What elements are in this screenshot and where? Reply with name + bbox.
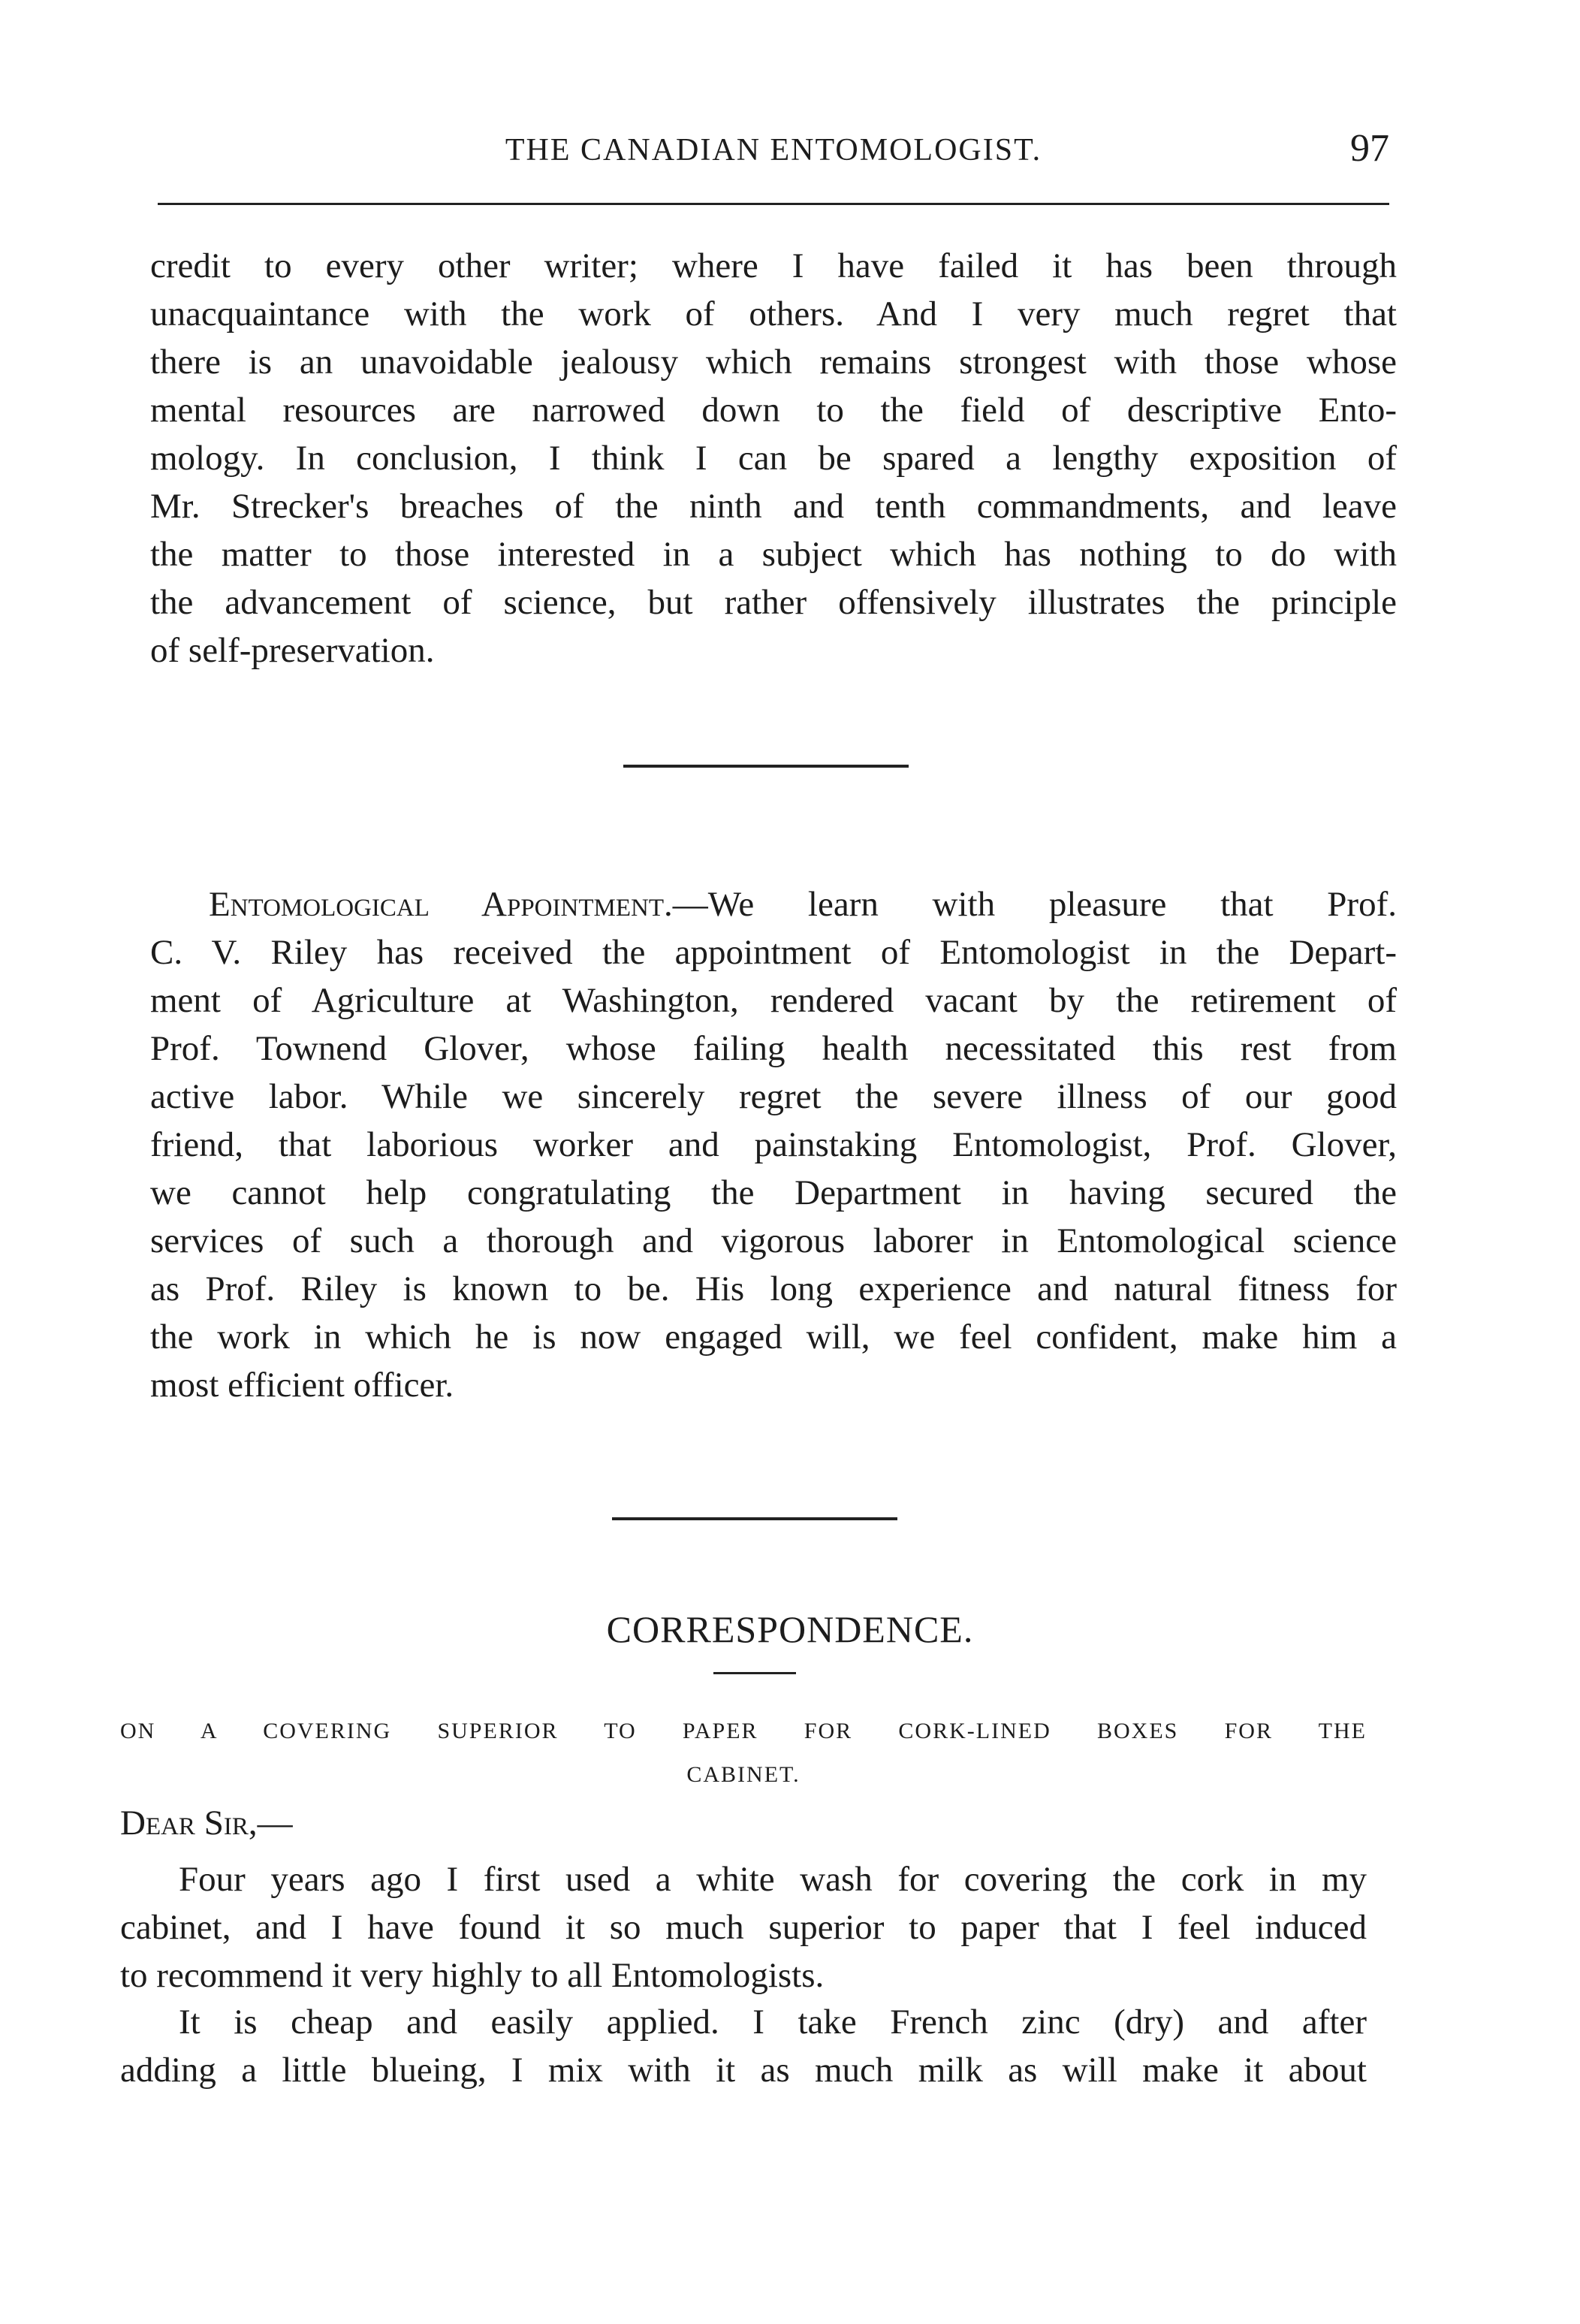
paragraph-continued [150,242,1397,675]
text-line: the matter to those interested in a subject which has nothing to do with [150,535,1397,574]
text-line: Mr. Strecker's breaches of the ninth and tenth commandments, and leave [150,487,1397,526]
text-line: services of such a thorough and vigorous laborer in Entomological science [150,1221,1397,1260]
text-line: mental resources are narrowed down to the field of descriptive Ento- [150,391,1397,430]
text-line: ment of Agriculture at Washington, rendered vacant by the retirement of [150,981,1397,1020]
page-number: 97 [1350,127,1389,170]
appointment-paragraph [150,880,1397,1409]
salutation: Dear Sir,— [120,1803,293,1843]
text-line: adding a little blueing, I mix with it as much milk as will make it about [120,2051,1367,2090]
text-line: there is an unavoidable jealousy which remains strongest with those whose [150,343,1397,382]
text-line: friend, that laborious worker and painstaking Entomologist, Prof. Glover, [150,1125,1397,1164]
text-line: C. V. Riley has received the appointment of Entomologist in the Depart- [150,933,1397,972]
text-line: mology. In conclusion, I think I can be spared a lengthy exposition of [150,439,1397,478]
subtitle-line: CABINET. [686,1762,801,1787]
journal-title: THE CANADIAN ENTOMOLOGIST. [505,133,1042,168]
text-line: credit to every other writer; where I have failed it has been through [150,246,1397,285]
text-line: the advancement of science, but rather offensively illustrates the principle [150,583,1397,622]
text-line: most efficient officer. [150,1366,454,1405]
text-line: the work in which he is now engaged will, we feel confident, make him a [150,1317,1397,1357]
text-line: It is cheap and easily applied. I take French zinc (dry) and after [179,2003,1367,2042]
section-divider [612,1517,897,1520]
section-title: CORRESPONDENCE. [606,1608,974,1650]
text-run: —We learn with pleasure that Prof. [672,885,1397,924]
text-line [150,880,1397,928]
section-divider [623,765,909,768]
article-subtitle [120,1710,1367,1797]
title-rule [713,1672,796,1674]
text-line: to recommend it very highly to all Entomologists. [120,1956,825,1995]
letter-paragraph [120,1998,1367,2094]
subtitle-line: ON A COVERING SUPERIOR TO PAPER FOR CORK-LINED BOXES FOR THE [120,1719,1367,1743]
text-line: we cannot help congratulating the Department in having secured the [150,1173,1397,1212]
header-rule [158,203,1389,205]
text-line: active labor. While we sincerely regret the severe illness of our good [150,1077,1397,1116]
letter-paragraph [120,1855,1367,2000]
text-line: unacquaintance with the work of others. And I very much regret that [150,294,1397,334]
text-line: as Prof. Riley is known to be. His long experience and natural fitness for [150,1269,1397,1308]
text-line: of self-preservation. [150,631,435,670]
text-line: cabinet, and I have found it so much superior to paper that I feel induced [120,1908,1367,1947]
text-line: Prof. Townend Glover, whose failing health necessitated this rest from [150,1029,1397,1068]
text-line: Four years ago I first used a white wash for covering the cork in my [179,1860,1367,1899]
running-header [158,126,1389,171]
paragraph-heading: Entomological Appointment. [209,885,673,924]
